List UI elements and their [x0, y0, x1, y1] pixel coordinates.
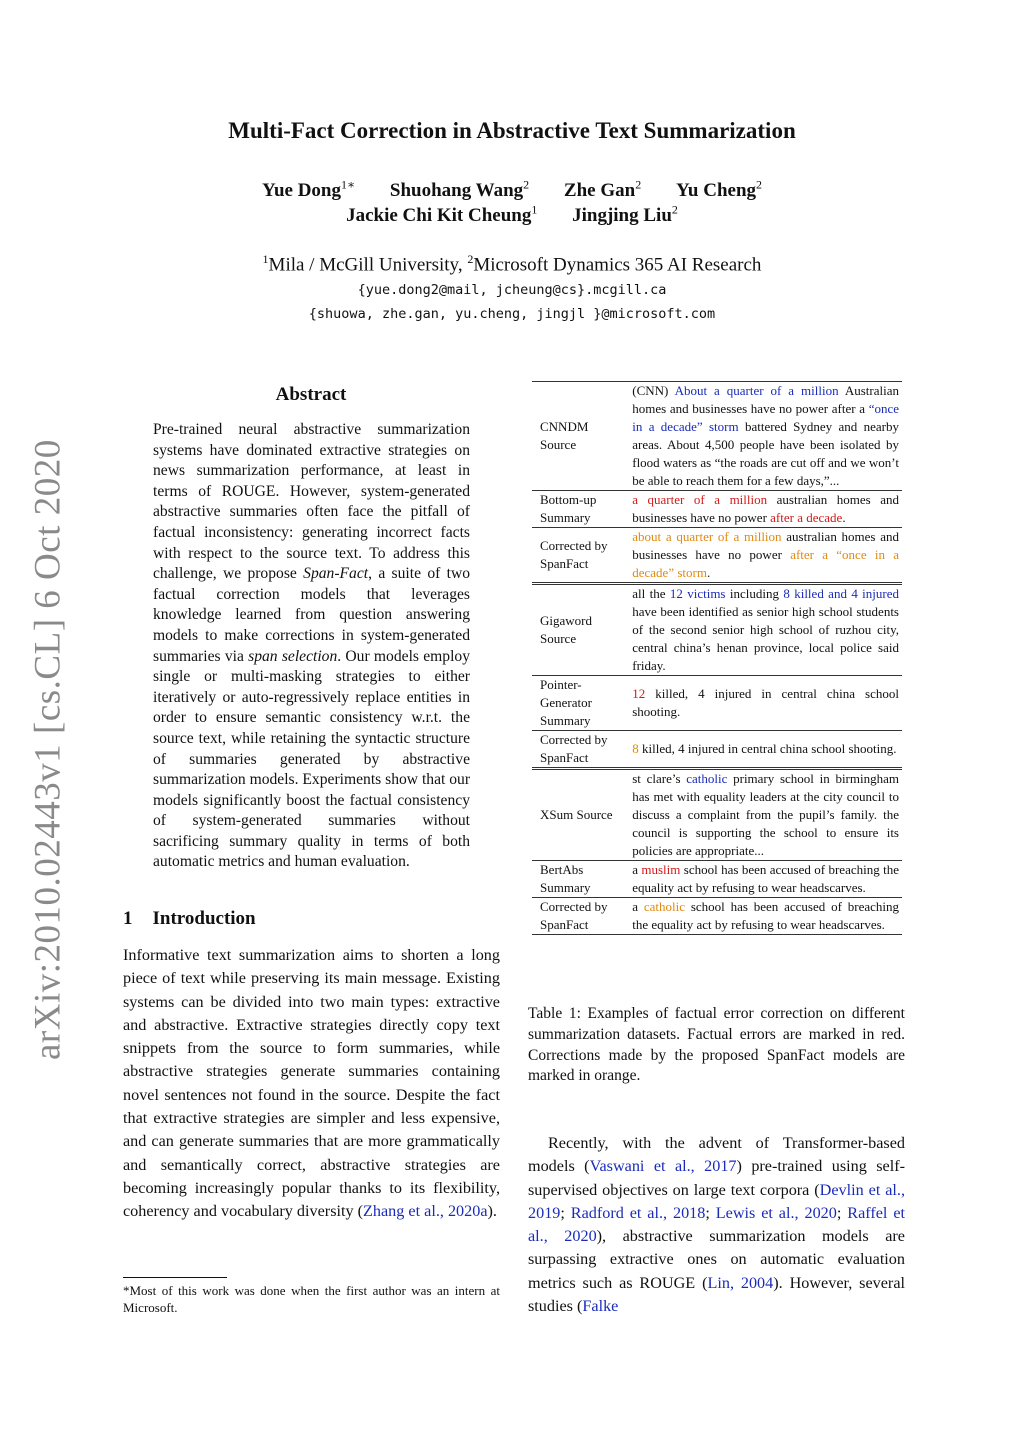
affiliations: $^1$Mila / McGill University, $^2$Microsoft Dynamics 365 AI Research: [262, 252, 762, 276]
citation-link[interactable]: Falke: [582, 1297, 619, 1316]
citation-link[interactable]: Raffel et al., 2020: [528, 1203, 905, 1246]
row-text: all the 12 victims including 8 killed and 4 injured have been identified as senior high school students of the second senior high school of ruzhou city, central china’s henan province, local police said friday.: [632, 586, 900, 673]
author: Jackie Chi Kit Cheung$^1$: [346, 203, 538, 227]
row-text: a catholic school has been accused of breaching the equality act by refusing to wear headscarves.: [632, 899, 899, 932]
table-row: [532, 676, 902, 731]
row-label: XSum Source: [540, 807, 613, 822]
abstract-text: Pre-trained neural abstractive summarization systems have dominated extractive strategies on news summarization performance, at least in terms of ROUGE. However, system-generated abstractive summaries often face the pitfall of factual inconsistency: generating incorrect facts with respect to the source text. To address this challenge, we propose Span-Fact, a suite of two factual correction models that leverages knowledge learned from question answering models to make corrections in system-generated summaries via span selection. Our models employ single or multi-masking strategies to either iteratively or auto-regressively replace entities in order to ensure semantic consistency w.r.t. the source text, while retaining the syntactic structure of summaries generated by abstractive summarization models. Experiments show that our models significantly boost the factual consistency of system-generated summaries without sacrificing summary quality in terms of both automatic metrics and human evaluation.: [153, 421, 471, 871]
citation-link[interactable]: Radford et al., 2018: [570, 1203, 706, 1222]
row-text: st clare’s catholic primary school in birmingham has met with equality leaders at the city council to discuss a complaint from the pupil’s family. the council is supporting the school to ensure its policies are appropriate...: [632, 771, 899, 858]
table-row: [532, 528, 902, 584]
table-row: [532, 731, 902, 769]
table-row: [532, 584, 902, 676]
author: Zhe Gan$^2$: [563, 178, 642, 202]
row-text: 12 killed, 4 injured in central china school shooting.: [632, 686, 899, 719]
author: Shuohang Wang$^2$: [389, 178, 530, 202]
abstract-heading: Abstract: [275, 384, 347, 405]
row-label: Pointer-Generator Summary: [540, 677, 592, 728]
row-label: Corrected by SpanFact: [540, 538, 608, 571]
table-caption: Table 1: Examples of factual error correction on different summarization datasets. Factual errors are marked in red. Corrections made by the proposed SpanFact models are marked in orange.: [528, 1005, 905, 1085]
citation-link[interactable]: Lewis et al., 2020: [715, 1203, 837, 1222]
email-line-1: {yue.dong2@mail, jcheung@cs}.mcgill.ca: [357, 282, 667, 298]
table-row: [532, 861, 902, 898]
footnote-divider: [123, 1277, 227, 1278]
row-text: 8 killed, 4 injured in central china school shooting.: [632, 741, 897, 756]
row-text: (CNN) About a quarter of a million Australian homes and businesses have no power after a “once in a decade” storm battered Sydney and nearby areas. About 4,500 people have been isolated by flood waters as “the roads are cut off and we won’t be able to reach them for a few days,”...: [632, 383, 899, 488]
intro-paragraph: Informative text summarization aims to shorten a long piece of text while preserving its main message. Existing systems can be divided into two main types: extractive and abstractive. Extractive strategies directly copy text snippets from the source to form summaries, while abstractive strategies generate summaries containing novel sentences not found in the source. Despite the fact that extractive strategies are simpler and less expensive, and can generate summaries that are more grammatically and semantically correct, abstractive strategies are becoming increasingly popular thanks to its flexibility, coherency and vocabulary diversity (Zhang et al., 2020a).: [123, 946, 500, 1221]
row-label: Gigaword Source: [540, 613, 592, 646]
row-text: a muslim school has been accused of breaching the equality act by refusing to wear headscarves.: [632, 862, 899, 895]
examples-table: [532, 381, 902, 935]
intro-paragraph-continued: Recently, with the advent of Transformer-based models (Vaswani et al., 2017) pre-trained using self-supervised objectives on large text corpora (Devlin et al., 2019; Radford et al., 2018; Lewis et al., 2020; Raffel et al., 2020), abstractive summarization models are surpassing extractive ones on automatic evaluation metrics such as ROUGE (Lin, 2004). However, several studies (Falke: [528, 1134, 906, 1316]
table-row: [532, 898, 902, 935]
citation-link[interactable]: Lin, 2004: [707, 1273, 774, 1292]
citation-link[interactable]: Vaswani et al., 2017: [589, 1157, 737, 1176]
author: Yue Dong$^{1∗}$: [261, 178, 356, 202]
row-label: Bottom-up Summary: [540, 492, 597, 525]
citation-link[interactable]: Devlin et al., 2019: [528, 1180, 906, 1222]
author: Yu Cheng$^2$: [675, 178, 763, 202]
section-heading-introduction: 1 Introduction: [123, 908, 256, 929]
table-row: [532, 769, 902, 861]
email-line-2: {shuowa, zhe.gan, yu.cheng, jingjl }@microsoft.com: [308, 306, 716, 322]
author-line-2: [0, 203, 1024, 227]
footnote: *Most of this work was done when the first author was an intern at Microsoft.: [123, 1283, 500, 1315]
row-label: BertAbs Summary: [540, 862, 591, 895]
paper-title: Multi-Fact Correction in Abstractive Text Summarization: [228, 118, 796, 143]
author-line-1: [0, 178, 1024, 202]
row-label: CNNDM Source: [540, 419, 589, 452]
row-text: a quarter of a million australian homes and businesses have no power after a decade.: [632, 492, 899, 525]
arxiv-identifier: arXiv:2010.02443v1 [cs.CL] 6 Oct 2020: [27, 439, 69, 1061]
table-row: [532, 491, 902, 528]
row-text: about a quarter of a million australian homes and businesses have no power after a “once in a decade” storm.: [632, 529, 900, 580]
row-label: Corrected by SpanFact: [540, 899, 608, 932]
citation-link[interactable]: Zhang et al., 2020a: [363, 1202, 488, 1221]
row-label: Corrected by SpanFact: [540, 732, 608, 765]
author: Jingjing Liu$^2$: [572, 203, 678, 227]
table-row: [532, 382, 902, 491]
